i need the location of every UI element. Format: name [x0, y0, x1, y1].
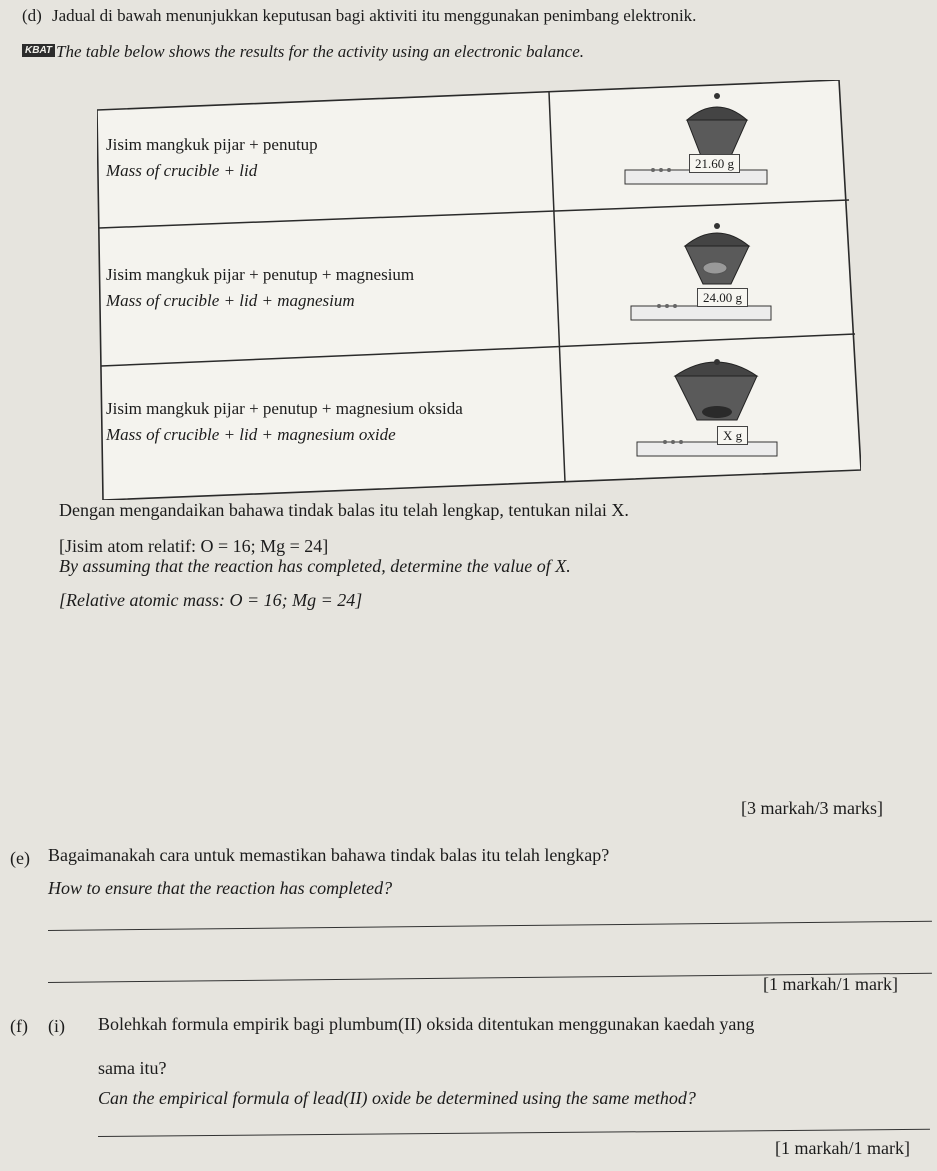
question-d-prompt-ms: Dengan mengandaikan bahawa tindak balas itu telah lengkap, tentukan nilai X.: [59, 500, 629, 520]
question-d-text-ms: Jadual di bawah menunjukkan keputusan bagi aktiviti itu menggunakan penimbang elektronik.: [52, 6, 697, 25]
question-f-label: (f): [10, 1016, 28, 1036]
results-table: [97, 80, 861, 500]
relative-atomic-mass-en: [Relative atomic mass: O = 16; Mg = 24]: [59, 590, 363, 610]
row2-label-en: Mass of crucible + lid + magnesium: [106, 291, 355, 310]
question-f-text-en: Can the empirical formula of lead(II) oxide be determined using the same method?: [98, 1088, 696, 1108]
answer-space-d[interactable]: [59, 620, 919, 790]
relative-atomic-mass-ms: [Jisim atom relatif: O = 16; Mg = 24]: [59, 536, 329, 556]
row3-label-en: Mass of crucible + lid + magnesium oxide: [106, 425, 396, 444]
row2-reading: 24.00 g: [697, 288, 748, 307]
question-e-text-en: How to ensure that the reaction has completed?: [48, 878, 393, 898]
marks-f: [1 markah/1 mark]: [775, 1138, 910, 1158]
row1-reading: 21.60 g: [689, 154, 740, 173]
question-d-prompt-en: By assuming that the reaction has completed, determine the value of X.: [59, 556, 571, 576]
row1-label-en: Mass of crucible + lid: [106, 161, 258, 180]
question-e-label: (e): [10, 848, 30, 868]
question-d-label: (d): [22, 6, 42, 25]
question-f-text-ms-line1: Bolehkah formula empirik bagi plumbum(II) oksida ditentukan menggunakan kaedah yang: [98, 1014, 755, 1034]
question-e-text-ms: Bagaimanakah cara untuk memastikan bahawa tindak balas itu telah lengkap?: [48, 845, 610, 865]
answer-line-e-1[interactable]: [48, 921, 932, 931]
row3-label-ms: Jisim mangkuk pijar + penutup + magnesium oksida: [106, 399, 463, 418]
question-f-sub-label: (i): [48, 1016, 65, 1036]
kbat-badge: KBAT: [22, 44, 55, 57]
marks-e: [1 markah/1 mark]: [763, 974, 898, 994]
question-f-text-ms-line2: sama itu?: [98, 1058, 167, 1078]
row2-label-ms: Jisim mangkuk pijar + penutup + magnesium: [106, 265, 415, 284]
answer-line-f-1[interactable]: [98, 1129, 930, 1137]
marks-d: [3 markah/3 marks]: [741, 798, 883, 818]
row1-label-ms: Jisim mangkuk pijar + penutup: [106, 135, 318, 154]
question-d-text-en: The table below shows the results for the activity using an electronic balance.: [56, 42, 585, 61]
row3-reading: X g: [717, 426, 748, 445]
